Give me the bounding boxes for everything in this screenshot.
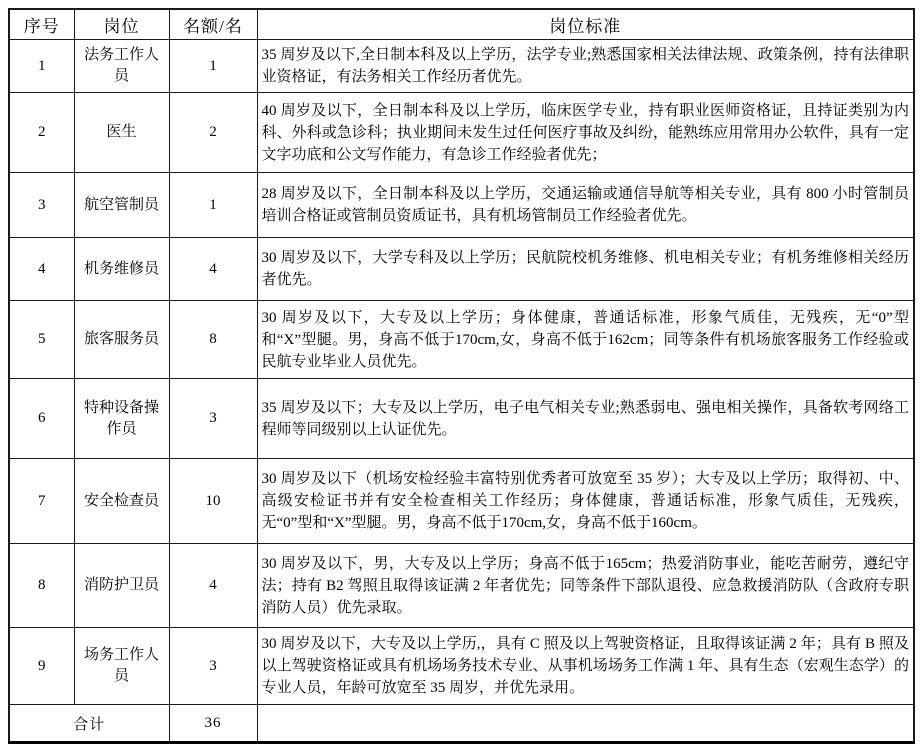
position-name: 旅客服务员 [74,301,169,379]
table-row [9,379,914,459]
table-row [9,238,914,301]
table-row [9,628,914,705]
quota-value: 1 [169,40,257,93]
position-name: 特种设备操作员 [74,379,169,459]
position-name: 医生 [74,93,169,173]
position-standard: 30 周岁及以下，大专及以上学历,，具有 C 照及以上驾驶资格证，且取得该证满 2 年；具有 B 照及以上驾驶资格证或具有机场场务技术专业、从事机场场务工作满 1 年、具有生态（宏观生态学）的专业人员，年龄可放宽至 35 周岁，并优先录用。 [257,628,914,705]
position-name: 安全检查员 [74,459,169,544]
header-position: 岗位 [74,9,169,40]
quota-value: 4 [169,238,257,301]
position-name: 法务工作人员 [74,40,169,93]
position-standard: 30 周岁及以下，男，大专及以上学历；身高不低于165cm；热爱消防事业，能吃苦耐劳，遵纪守法；持有 B2 驾照且取得该证满 2 年者优先；同等条件下部队退役、应急救援消防队（含政府专职消防人员）优先录取。 [257,544,914,628]
total-quota-value: 36 [169,705,257,743]
total-label: 合计 [9,705,169,743]
table-row [9,40,914,93]
row-number: 8 [9,544,74,628]
position-standard: 30 周岁及以下（机场安检经验丰富特别优秀者可放宽至 35 岁）；大专及以上学历；取得初、中、高级安检证书并有安全检查相关工作经历；身体健康，普通话标准，形象气质佳，无残疾，无“0”型和“X”型腿。男，身高不低于170cm,女，身高不低于160cm。 [257,459,914,544]
header-standard: 岗位标准 [257,9,914,40]
row-number: 1 [9,40,74,93]
row-number: 4 [9,238,74,301]
row-number: 7 [9,459,74,544]
table-row [9,301,914,379]
total-standard-empty [257,705,914,743]
position-name: 机务维修员 [74,238,169,301]
row-number: 2 [9,93,74,173]
table-row [9,544,914,628]
quota-value: 10 [169,459,257,544]
header-row [9,9,914,40]
table-row [9,173,914,238]
table-row [9,459,914,544]
position-standard: 30 周岁及以下，大专及以上学历；身体健康，普通话标准，形象气质佳，无残疾，无“0”型和“X”型腿。男，身高不低于170cm,女，身高不低于162cm；同等条件有机场旅客服务工作经验或民航专业毕业人员优先。 [257,301,914,379]
quota-value: 2 [169,93,257,173]
quota-value: 3 [169,628,257,705]
position-standard: 30 周岁及以下，大学专科及以上学历；民航院校机务维修、机电相关专业；有机务维修相关经历者优先。 [257,238,914,301]
header-quota: 名额/名 [169,9,257,40]
position-standard: 35 周岁及以下；大专及以上学历，电子电气相关专业;熟悉弱电、强电相关操作，具备软考网络工程师等同级别以上认证优先。 [257,379,914,459]
position-name: 航空管制员 [74,173,169,238]
position-name: 场务工作人员 [74,628,169,705]
header-no: 序号 [9,9,74,40]
quota-value: 8 [169,301,257,379]
positions-table [8,8,915,744]
total-row [9,705,914,743]
row-number: 6 [9,379,74,459]
row-number: 9 [9,628,74,705]
table-row [9,93,914,173]
row-number: 5 [9,301,74,379]
position-standard: 28 周岁及以下，全日制本科及以上学历，交通运输或通信导航等相关专业，具有 800 小时管制员培训合格证或管制员资质证书，具有机场管制员工作经验者优先。 [257,173,914,238]
quota-value: 3 [169,379,257,459]
position-name: 消防护卫员 [74,544,169,628]
row-number: 3 [9,173,74,238]
quota-value: 4 [169,544,257,628]
position-standard: 40 周岁及以下，全日制本科及以上学历，临床医学专业，持有职业医师资格证，且持证类别为内科、外科或急诊科；执业期间未发生过任何医疗事故及纠纷，能熟练应用常用办公软件，具有一定文字功底和公文写作能力，有急诊工作经验者优先； [257,93,914,173]
quota-value: 1 [169,173,257,238]
position-standard: 35 周岁及以下,全日制本科及以上学历，法学专业;熟悉国家相关法律法规、政策条例，持有法律职业资格证，有法务相关工作经历者优先。 [257,40,914,93]
